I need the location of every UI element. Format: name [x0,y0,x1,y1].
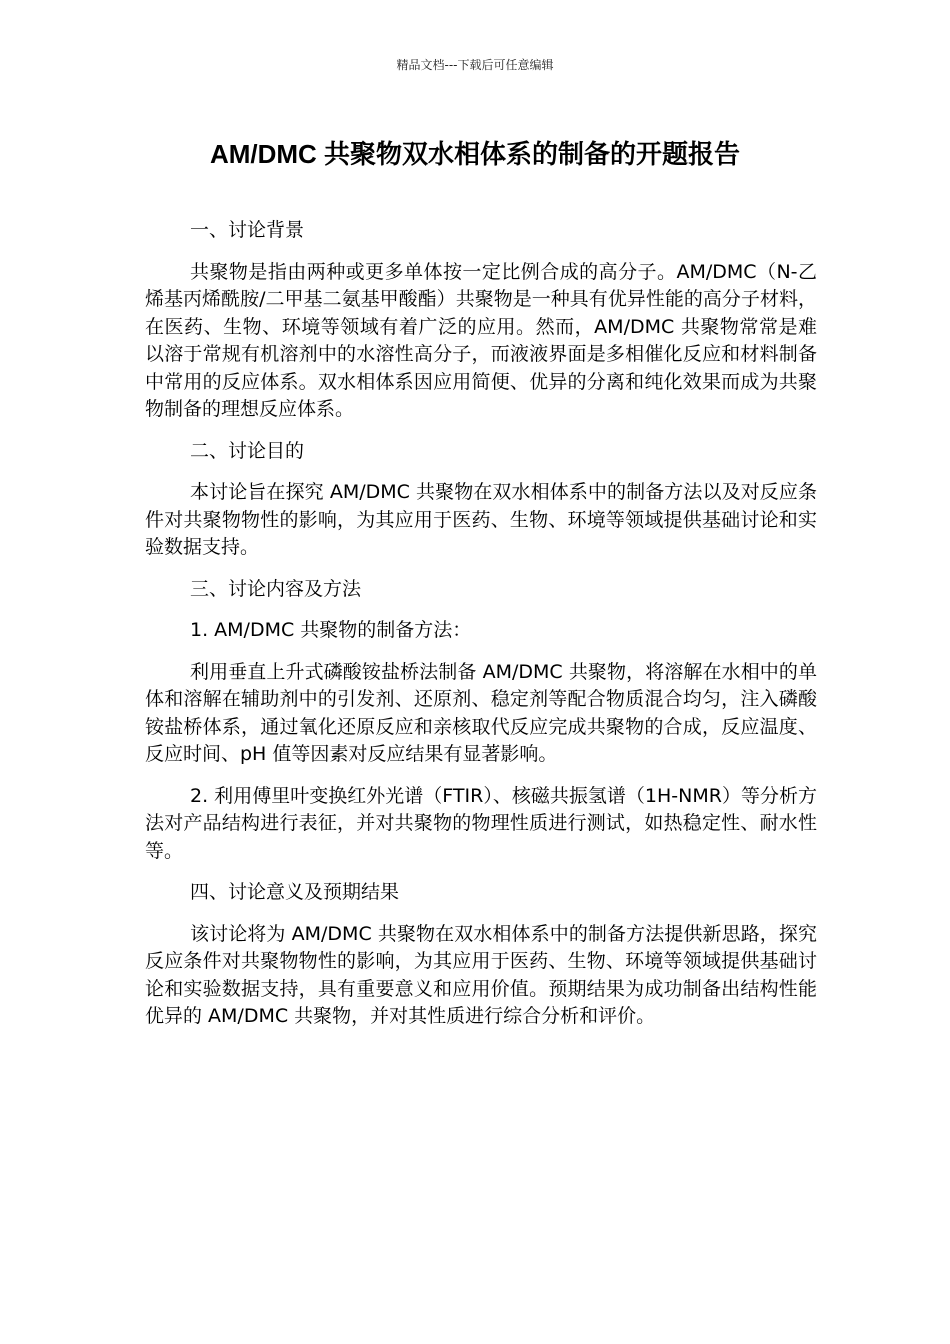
section-paragraph-purpose: 本讨论旨在探究 AM/DMC 共聚物在双水相体系中的制备方法以及对反应条件对共聚物物性的影响，为其应用于医药、生物、环境等领域提供基础讨论和实验数据支持。 [145,481,817,558]
section-heading-content-methods: 三、讨论内容及方法 [190,577,362,600]
section-heading-background: 一、讨论背景 [190,219,305,241]
document-body [145,217,817,1045]
section-paragraph-characterization: 2. 利用傅里叶变换红外光谱（FTIR）、核磁共振氢谱（1H-NMR）等分析方法对产品结构进行表征，并对共聚物的物理性质进行测试，如热稳定性、耐水性等。 [145,784,817,862]
section-heading-significance: 四、讨论意义及预期结果 [190,881,400,903]
section-paragraph-significance: 该讨论将为 AM/DMC 共聚物在双水相体系中的制备方法提供新思路，探究反应条件对共聚物物性的影响，为其应用于医药、生物、环境等领域提供基础讨论和实验数据支持，具有重要意义和应用价值。预期结果为成功制备出结构性能优异的 AM/DMC 共聚物，并对其性质进行综合分析和评价。 [145,922,817,1027]
section-paragraph-background: 共聚物是指由两种或更多单体按一定比例合成的高分子。AM/DMC（N-乙烯基丙烯酰胺/二甲基二氨基甲酸酯）共聚物是一种具有优异性能的高分子材料，在医药、生物、环境等领域有着广泛的应用。然而，AM/DMC 共聚物常常是难以溶于常规有机溶剂中的水溶性高分子，而液液界面是多相催化反应和材料制备中常用的反应体系。双水相体系因应用简便、优异的分离和纯化效果而成为共聚物制备的理想反应体系。 [145,260,817,420]
section-heading-purpose: 二、讨论目的 [190,439,305,462]
header-note: 精品文档---下载后可任意编辑 [396,58,554,72]
section-subheading-preparation: 1. AM/DMC 共聚物的制备方法： [190,619,472,641]
section-paragraph-preparation: 利用垂直上升式磷酸铵盐桥法制备 AM/DMC 共聚物，将溶解在水相中的单体和溶解在辅助剂中的引发剂、还原剂、稳定剂等配合物质混合均匀，注入磷酸铵盐桥体系，通过氧化还原反应和亲核取代反应完成共聚物的合成，反应温度、反应时间、pH 值等因素对反应结果有显著影响。 [145,660,817,765]
document-title: AM/DMC 共聚物双水相体系的制备的开题报告 [209,139,741,169]
